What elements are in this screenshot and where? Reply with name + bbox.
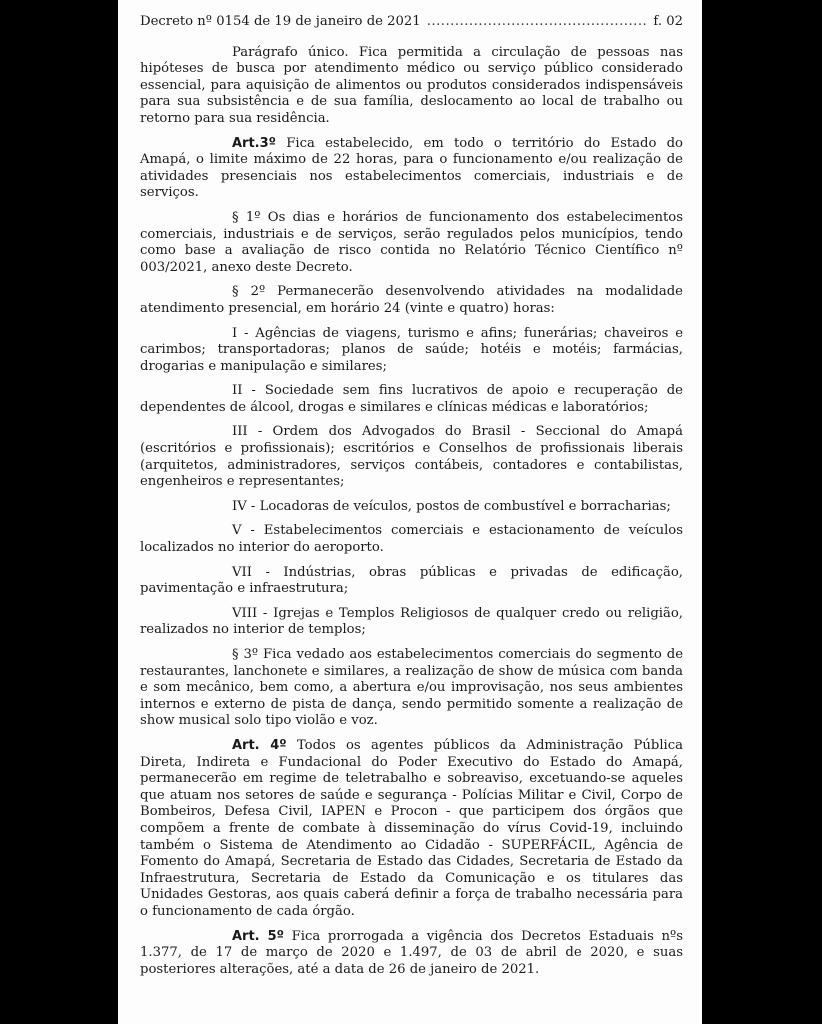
section-1: § 1º Os dias e horários de funcionamento dos estabelecimentos comerciais, industriais e de serviços, serão regulados pelos municípios, tendo como base a avaliação de risco contida no Relatório Técnico Científico nº 003/2021, anexo deste Decreto. bbox=[140, 209, 683, 275]
article-label: Art. 4º bbox=[232, 737, 287, 753]
section-2: § 2º Permanecerão desenvolvendo atividades na modalidade atendimento presencial, em horário 24 (vinte e quatro) horas: bbox=[140, 284, 683, 316]
item-i: I - Agências de viagens, turismo e afins; funerárias; chaveiros e carimbos; transportadoras; planos de saúde; hotéis e motéis; farmácias, drogarias e manipulação e similares; bbox=[140, 325, 683, 374]
item-iv: IV - Locadoras de veículos, postos de combustível e borracharias; bbox=[232, 498, 671, 514]
document-page bbox=[118, 0, 702, 1024]
article-5: Art. 5º Fica prorrogada a vigência dos Decretos Estaduais nºs 1.377, de 17 de março de 2020 e 1.497, de 03 de abril de 2020, e suas posteriores alterações, até a data de 26 de janeiro de 2021. bbox=[140, 928, 683, 977]
dot-leader bbox=[427, 14, 648, 31]
paragraph-unique: Parágrafo único. Fica permitida a circulação de pessoas nas hipóteses de busca por atendimento médico ou serviço público considerado essencial, para aquisição de alimentos ou produtos considerados indispensáveis para sua subsistência e de sua família, deslocamento ao local de trabalho ou retorno para sua residência. bbox=[140, 44, 683, 126]
folio-number: f. 02 bbox=[653, 14, 683, 29]
decree-title: Decreto nº 0154 de 19 de janeiro de 2021 bbox=[140, 14, 421, 29]
page-header bbox=[140, 14, 683, 31]
article-4: Art. 4º Todos os agentes públicos da Administração Pública Direta, Indireta e Fundacional do Poder Executivo do Estado do Amapá, permanecerão em regime de teletrabalho e sobreaviso, excetuando-se aqueles que atuam nos setores de saúde e segurança - Polícias Militar e Civil, Corpo de Bombeiros, Defesa Civil, IAPEN e Procon - que participem dos órgãos que compõem a frente de combate à disseminação do vírus Covid-19, incluindo também o Sistema de Atendimento ao Cidadão - SUPERFÁCIL, Agência de Fomento do Amapá, Secretaria de Estado das Cidades, Secretaria de Estado da Infraestrutura, Secretaria de Estado da Comunicação e os titulares das Unidades Gestoras, aos quais caberá definir a força de trabalho necessária para o funcionamento de cada órgão. bbox=[140, 737, 684, 919]
item-ii: II - Sociedade sem fins lucrativos de apoio e recuperação de dependentes de álcool, drogas e similares e clínicas médicas e laboratórios; bbox=[140, 383, 683, 415]
article-label: Art. 5º bbox=[232, 928, 284, 944]
item-iii: III - Ordem dos Advogados do Brasil - Seccional do Amapá (escritórios e profissionais); escritórios e Conselhos de profissionais liberais (arquitetos, administradores, serviços contábeis, contadores e contabilistas, engenheiros e representantes; bbox=[140, 424, 683, 490]
item-vii: VII - Indústrias, obras públicas e privadas de edificação, pavimentação e infraestrutura; bbox=[140, 564, 683, 597]
article-label: Art.3º bbox=[232, 135, 277, 151]
section-3: § 3º Fica vedado aos estabelecimentos comerciais do segmento de restaurantes, lanchonete e similares, a realização de show de música com banda e som mecânico, bem como, a abertura e/ou improvisação, nos seus ambientes internos e externo de pista de dança, sendo permitido somente a realização de show musical solo tipo violão e voz. bbox=[140, 647, 683, 729]
item-viii: VIII - Igrejas e Templos Religiosos de qualquer credo ou religião, realizados no interior de templos; bbox=[140, 605, 683, 638]
item-v: V - Estabelecimentos comerciais e estacionamento de veículos localizados no interior do aeroporto. bbox=[140, 523, 683, 556]
article-3: Art.3º Fica estabelecido, em todo o território do Estado do Amapá, o limite máximo de 22 horas, para o funcionamento e/ou realização de atividades presenciais nos estabelecimentos comerciais, industriais e de serviços. bbox=[140, 135, 683, 201]
